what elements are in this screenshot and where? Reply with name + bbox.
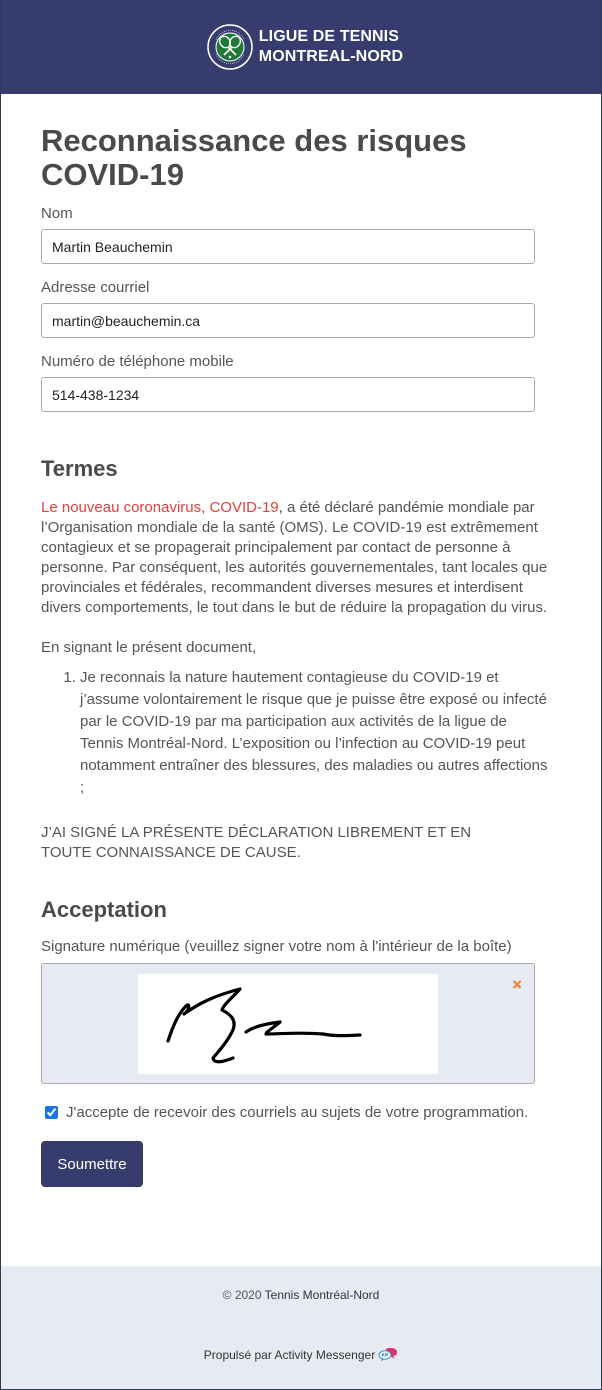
svg-text:AM: AM bbox=[381, 1352, 389, 1358]
terms-intro-highlight: Le nouveau coronavirus, COVID-19 bbox=[41, 499, 279, 516]
terms-list-item: 1. Je reconnais la nature hautement contagieuse du COVID-19 et j’assume volontairement le risque que je puisse être exposé ou infecté par le COVID-19 par ma participation aux activités de la ligue de Tennis Montréal-Nord. L’exposition ou l’infection au COVID-19 peut notamment entraîner des blessures, des maladies ou autres affections ; bbox=[80, 667, 550, 799]
email-label: Adresse courriel bbox=[41, 279, 150, 296]
terms-list bbox=[41, 667, 550, 799]
activity-messenger-chat-icon bbox=[378, 1347, 398, 1363]
site-footer bbox=[1, 1266, 601, 1389]
copyright-year: © 2020 bbox=[222, 1288, 262, 1302]
powered-by-text: Propulsé par Activity Messenger bbox=[203, 1348, 376, 1362]
main-content bbox=[1, 94, 601, 1187]
signature-label: Signature numérique (veuillez signer votre nom à l'intérieur de la boîte) bbox=[41, 938, 512, 955]
declaration-text: J’AI SIGNÉ LA PRÉSENTE DÉCLARATION LIBREMENT ET EN TOUTE CONNAISSANCE DE CAUSE. bbox=[41, 824, 472, 861]
brand-name bbox=[259, 27, 403, 67]
email-consent-label: J'accepte de recevoir des courriels au sujets de votre programmation. bbox=[66, 1104, 529, 1121]
copyright-org: Tennis Montréal-Nord bbox=[264, 1288, 380, 1302]
email-consent[interactable] bbox=[41, 1104, 561, 1121]
signature-stroke bbox=[246, 1022, 360, 1036]
terms-heading: Termes bbox=[41, 456, 118, 481]
signature-stroke bbox=[168, 989, 240, 1062]
signing-intro: En signant le présent document, bbox=[41, 639, 257, 656]
brand-line-2: MONTREAL-NORD bbox=[258, 48, 404, 65]
brand-line-1: LIGUE DE TENNIS bbox=[258, 28, 399, 45]
tennis-rackets-badge-icon bbox=[207, 24, 253, 70]
name-label: Nom bbox=[41, 205, 73, 222]
terms-intro-paragraph bbox=[41, 498, 563, 618]
acceptance-heading: Acceptation bbox=[41, 897, 167, 922]
close-icon[interactable]: × bbox=[512, 975, 522, 994]
signature-canvas[interactable] bbox=[138, 974, 438, 1074]
powered-by[interactable] bbox=[1, 1347, 601, 1363]
name-field-group bbox=[41, 204, 561, 264]
terms-intro-text: , a été déclaré pandémie mondiale par l’Organisation mondiale de la santé (OMS). Le COVID-19 est extrêmement contagieux et se propagerait principalement par contact de personne à personne. Par conséquent, les autorités gouvernementales, tant locales que provinciales et fédérales, recommandent diverses mesures et interdisent divers comportements, le tout dans le but de réduire la propagation du virus. bbox=[41, 499, 548, 616]
email-field-group bbox=[41, 278, 561, 338]
signature-pad[interactable] bbox=[41, 963, 535, 1084]
phone-label: Numéro de téléphone mobile bbox=[41, 353, 234, 370]
email-consent-checkbox[interactable] bbox=[45, 1106, 58, 1119]
copyright bbox=[1, 1288, 601, 1302]
site-header bbox=[1, 0, 601, 94]
name-input[interactable] bbox=[41, 229, 535, 264]
page-title: Reconnaissance des risques COVID-19 bbox=[41, 123, 467, 192]
email-input[interactable] bbox=[41, 303, 535, 338]
phone-input[interactable] bbox=[41, 377, 535, 412]
phone-field-group bbox=[41, 352, 561, 412]
brand[interactable] bbox=[207, 24, 403, 70]
submit-button[interactable]: Soumettre bbox=[41, 1141, 143, 1187]
